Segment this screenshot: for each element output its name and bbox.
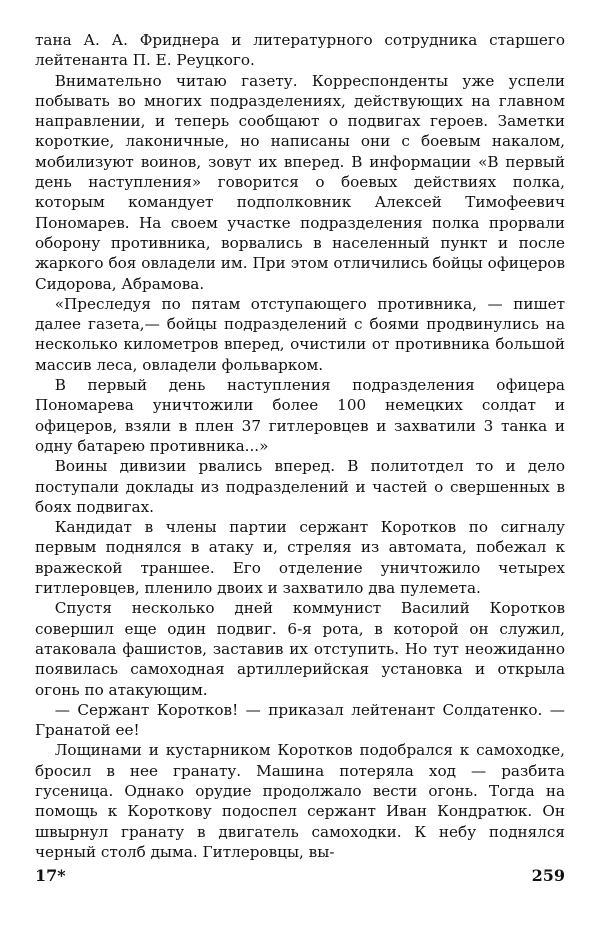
paragraph: тана А. А. Фриднера и литературного сотрудника старшего лейтенанта П. Е. Реуцкого. — [35, 31, 565, 70]
paragraph: Кандидат в члены партии сержант Коротков по сигналу первым поднялся в атаку и, стреляя из автомата, побежал к вражеской траншее. Его отделение уничтожило четырех гитлеровцев, пленило двоих и захватило два пулемета. — [35, 518, 565, 598]
page-body — [35, 30, 565, 862]
paragraph: Спустя несколько дней коммунист Василий Коротков совершил еще один подвиг. 6-я рота, в которой он служил, атаковала фашистов, заставив их отступить. Но тут неожиданно появилась самоходная артиллерийская установка и открыла огонь по атакующим. — [35, 599, 565, 699]
paragraph: «Преследуя по пятам отступающего противника, — пишет далее газета,— бойцы подразделений с боями продвинулись на несколько километров вперед, очистили от противника большой массив леса, овладели фольварком. — [35, 294, 565, 374]
paragraph: Лощинами и кустарником Коротков подобрался к самоходке, бросил в нее гранату. Машина потеряла ход — разбита гусеница. Однако орудие продолжало вести огонь. Тогда на помощь к Короткову подоспел сержант Иван Кондратюк. Он швырнул гранату в двигатель самоходки. К небу поднялся черный столб дыма. Гитлеровцы, вы- — [35, 741, 565, 861]
page-footer — [35, 866, 565, 885]
paragraph: — Сержант Коротков! — приказал лейтенант Солдатенко. — Гранатой ее! — [35, 700, 565, 740]
paragraph: В первый день наступления подразделения офицера Пономарева уничтожили более 100 немецких солдат и офицеров, взяли в плен 37 гитлеровцев и захватили 3 танка и одну батарею противника...» — [35, 376, 565, 455]
paragraph: Воины дивизии рвались вперед. В политотдел то и дело поступали доклады из подразделений и частей о свершенных в боях подвигах. — [35, 457, 565, 516]
page-number: 259 — [531, 866, 565, 885]
paragraph: Внимательно читаю газету. Корреспонденты уже успели побывать во многих подразделениях, действующих на главном направлении, и теперь сообщают о подвигах героев. Заметки короткие, лаконичные, но написаны они с боевым накалом, мобилизуют воинов, зовут их вперед. В информации «В первый день наступления» говорится о боевых действиях полка, которым командует подполковник Алексей Тимофеевич Пономарев. На своем участке подразделения полка прорвали оборону противника, ворвались в населенный пункт и после жаркого боя овладели им. При этом отличились бойцы офицеров Сидорова, Абрамова. — [35, 71, 565, 293]
signature-mark: 17* — [35, 866, 66, 885]
